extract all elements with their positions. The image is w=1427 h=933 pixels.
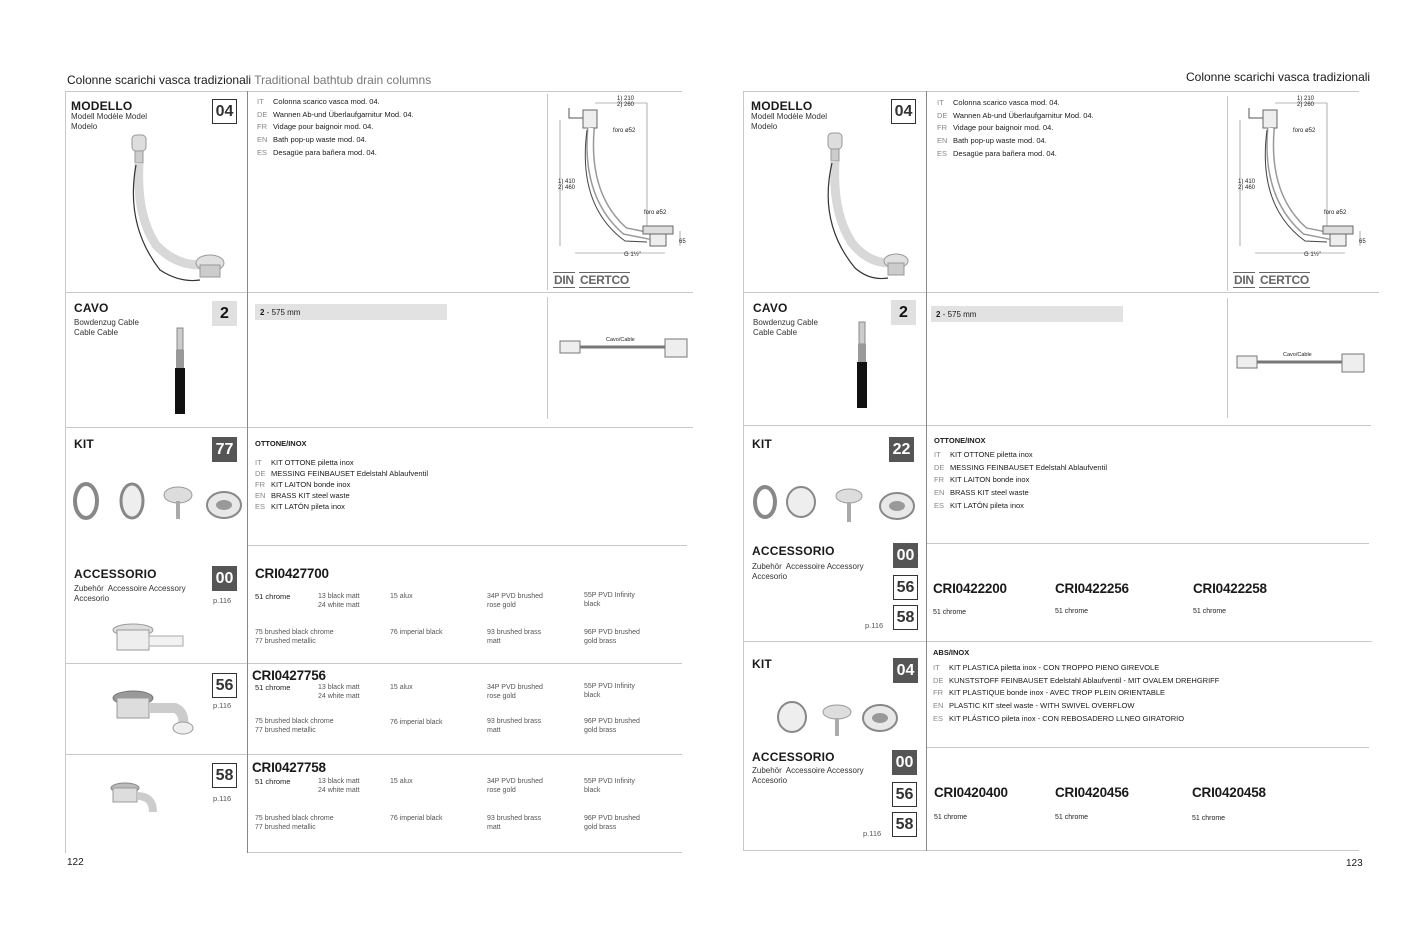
accessorio-title: ACCESSORIO xyxy=(752,750,835,764)
kit-lang-list: IT KIT OTTONE piletta inox DE MESSING FEINBAUSET Edelstahl Ablaufventil FR KIT LAITON bonde inox EN BRASS KIT steel waste ES KIT LATÓN pileta inox xyxy=(255,458,429,511)
finish-75: 75 brushed black chrome 77 brushed metallic xyxy=(255,815,334,831)
accessorio-badge-56: 56 xyxy=(893,575,918,600)
drawing-dim-height: 1) 410 2) 460 xyxy=(558,179,576,191)
kit-lang-list: IT KIT PLASTICA piletta inox - CON TROPPO PIENO GIREVOLE DE KUNSTSTOFF FEINBAUSET Edelstahl Ablaufventil - MIT OVALEM DREHGRIFF FR KIT PLASTIQUE bonde inox - AVEC TROP PLEIN ORIENTABLE EN PLASTIC KIT steel waste - WITH SWIVEL OVERFLOW ES KIT PLÁSTICO pileta inox - CON REBOSADERO LLNEO GIRATORIO xyxy=(933,663,1220,723)
cable-length-bar: 2 - 575 mm xyxy=(255,304,447,320)
finish-15: 15 alux xyxy=(390,778,413,785)
finish-51: 51 chrome xyxy=(1055,608,1089,615)
product-code-58: CRI0420458 xyxy=(1192,785,1266,800)
cable-image xyxy=(855,322,869,408)
header-subtitle: Traditional bathtub drain columns xyxy=(254,73,432,87)
modello-lang-list: IT Colonna scarico vasca mod. 04. DE Wannen Ab-und Überlaufgarnitur Mod. 04. FR Vidage pour baignoir mod. 04. EN Bath pop-up waste mod. 04. ES Desagüe para bañera mod. 04. xyxy=(257,97,414,157)
finish-93: 93 brushed brass matt xyxy=(487,815,542,831)
page-header: Colonne scarichi vasca tradizionali xyxy=(1186,70,1371,84)
drawing-dim-hole-top: foro ø52 xyxy=(1293,128,1316,134)
finish-96: 96P PVD brushed gold brass xyxy=(584,718,640,734)
finish-51: 51 chrome xyxy=(934,814,968,821)
product-code-00: CRI0422200 xyxy=(933,581,1007,596)
kit-title: KIT xyxy=(74,437,94,451)
product-code-3: CRI0427758 xyxy=(252,760,326,775)
drawing-dim-thread: G 1½" xyxy=(624,252,641,258)
kit-badge: 22 xyxy=(889,437,914,462)
strainer-icon xyxy=(880,493,914,519)
finish-51: 51 chrome xyxy=(1192,815,1226,822)
drawing-dim-top: 1) 210 2) 260 xyxy=(1297,96,1315,108)
accessorio-title: ACCESSORIO xyxy=(74,567,157,581)
cable-length-bar: 2 - 575 mm xyxy=(931,306,1123,322)
accessorio-badge-00: 00 xyxy=(893,543,918,568)
accessorio-subtitle: Zubehör Accessoire Accessory Accesorio xyxy=(752,766,864,785)
kit-material: OTTONE/INOX xyxy=(934,436,986,445)
drawing-dim-65: 65 xyxy=(1359,239,1366,245)
cavo-subtitle: Bowdenzug Cable Cable Cable xyxy=(753,318,818,337)
modello-lang-list: IT Colonna scarico vasca mod. 04. DE Wannen Ab-und Überlaufgarnitur Mod. 04. FR Vidage pour baignoir mod. 04. EN Bath pop-up waste mod. 04. ES Desagüe para bañera mod. 04. xyxy=(937,98,1094,158)
product-code-56: CRI0420456 xyxy=(1055,785,1129,800)
finish-93: 93 brushed brass matt xyxy=(487,718,542,734)
din-logo: DIN xyxy=(554,273,574,287)
drawing-dim-hole-bottom: foro ø52 xyxy=(1324,210,1347,216)
drawing-dim-hole-top: foro ø52 xyxy=(613,128,636,134)
accessorio-title: ACCESSORIO xyxy=(752,544,835,558)
finish-75: 75 brushed black chrome 77 brushed metallic xyxy=(255,718,334,734)
cap-icon xyxy=(787,487,815,517)
accessorio-badge: 00 xyxy=(212,566,237,591)
accessorio-badge-58: 58 xyxy=(893,605,918,630)
product-code-56: CRI0422256 xyxy=(1055,581,1129,596)
product-code-00: CRI0420400 xyxy=(934,785,1008,800)
accessorio-badge-56: 56 xyxy=(892,782,917,807)
drawing-dim-hole-bottom: foro ø52 xyxy=(644,210,667,216)
finish-34: 34P PVD brushed rose gold xyxy=(487,684,543,700)
cavo-title: CAVO xyxy=(74,301,109,315)
finish-15: 15 alux xyxy=(390,684,413,691)
finish-55: 55P PVD Infinity black xyxy=(584,683,635,699)
finish-76: 76 imperial black xyxy=(390,815,443,822)
din-logo: DIN xyxy=(1234,273,1254,287)
certco-logo: CERTCO xyxy=(580,273,629,287)
accessorio-badge-58: 58 xyxy=(892,812,917,837)
modello-subtitle: Modell Modèle Model Modelo xyxy=(71,112,148,131)
modello-subtitle: Modell Modèle Model Modelo xyxy=(751,112,828,131)
finish-76: 76 imperial black xyxy=(390,629,443,636)
plug-icon xyxy=(823,705,851,736)
finish-55: 55P PVD Infinity black xyxy=(584,592,635,608)
accessorio-badge-00: 00 xyxy=(892,750,917,775)
finish-51: 51 chrome xyxy=(1055,814,1089,821)
kit-title: KIT xyxy=(752,437,772,451)
product-code-58: CRI0422258 xyxy=(1193,581,1267,596)
finish-34: 34P PVD brushed rose gold xyxy=(487,593,543,609)
finish-55: 55P PVD Infinity black xyxy=(584,778,635,794)
row58-badge: 58 xyxy=(212,763,237,788)
product-code-1: CRI0427700 xyxy=(255,566,329,581)
technical-drawing xyxy=(1235,96,1370,261)
kit-parts-image xyxy=(751,484,923,526)
finish-13: 13 black matt 24 white matt xyxy=(318,593,360,609)
finish-51: 51 chrome xyxy=(1193,608,1227,615)
finish-75: 75 brushed black chrome 77 brushed metallic xyxy=(255,629,334,645)
kit-material: ABS/INOX xyxy=(933,648,970,657)
strainer-icon xyxy=(863,705,897,731)
finish-15: 15 alux xyxy=(390,593,413,600)
cavo-badge: 2 xyxy=(212,301,237,326)
model-badge: 04 xyxy=(212,99,237,124)
finish-51: 51 chrome xyxy=(255,592,291,601)
kit-title: KIT xyxy=(752,657,772,671)
finish-51: 51 chrome xyxy=(933,609,967,616)
product-code-2: CRI0427756 xyxy=(252,668,326,683)
finish-34: 34P PVD brushed rose gold xyxy=(487,778,543,794)
cavo-badge: 2 xyxy=(891,300,916,325)
finish-13: 13 black matt 24 white matt xyxy=(318,684,360,700)
row58-page-ref: p.116 xyxy=(213,794,232,803)
drawing-dim-65: 65 xyxy=(679,239,686,245)
header-title: Colonne scarichi vasca tradizionali xyxy=(67,73,252,87)
certco-logo: CERTCO xyxy=(1260,273,1309,287)
cavo-title: CAVO xyxy=(753,301,788,315)
page-number: 122 xyxy=(67,857,84,868)
cavo-subtitle: Bowdenzug Cable Cable Cable xyxy=(74,318,139,337)
row56-badge: 56 xyxy=(212,673,237,698)
finish-51: 51 chrome xyxy=(255,777,291,786)
finish-96: 96P PVD brushed gold brass xyxy=(584,629,640,645)
row56-page-ref: p.116 xyxy=(213,701,232,710)
drain-column-image xyxy=(800,133,910,283)
finish-93: 93 brushed brass matt xyxy=(487,629,542,645)
plug-icon xyxy=(836,489,862,522)
cable-label: Cavo/Cable xyxy=(1283,352,1312,358)
kit-lang-list: IT KIT OTTONE piletta inox DE MESSING FEINBAUSET Edelstahl Ablaufventil FR KIT LAITON bonde inox EN BRASS KIT steel waste ES KIT LATÓN pileta inox xyxy=(934,450,1108,510)
kit-parts-image xyxy=(776,700,906,738)
drawing-dim-thread: G 1½" xyxy=(1304,252,1321,258)
ring-icon xyxy=(755,487,775,517)
finish-96: 96P PVD brushed gold brass xyxy=(584,815,640,831)
finish-76: 76 imperial black xyxy=(390,719,443,726)
cable-label: Cavo/Cable xyxy=(606,337,635,343)
cap-icon xyxy=(778,702,806,732)
finish-51: 51 chrome xyxy=(255,683,291,692)
kit-material: OTTONE/INOX xyxy=(255,439,307,448)
accessorio-page-ref: p.116 xyxy=(213,596,232,605)
accessorio-page-ref: p.116 xyxy=(865,621,884,630)
drawing-dim-height: 1) 410 2) 460 xyxy=(1238,179,1256,191)
accessorio-subtitle: Zubehör Accessoire Accessory Accesorio xyxy=(752,562,864,581)
modello-title: MODELLO xyxy=(751,99,813,113)
accessorio-subtitle: Zubehör Accessoire Accessory Accesorio xyxy=(74,584,186,603)
page-number: 123 xyxy=(1346,858,1363,869)
kit-badge: 04 xyxy=(893,658,918,683)
accessorio-page-ref: p.116 xyxy=(863,829,882,838)
drawing-dim-top: 1) 210 2) 260 xyxy=(617,96,635,108)
kit-badge: 77 xyxy=(212,437,237,462)
model-badge: 04 xyxy=(891,99,916,124)
modello-title: MODELLO xyxy=(71,99,133,113)
finish-13: 13 black matt 24 white matt xyxy=(318,778,360,794)
